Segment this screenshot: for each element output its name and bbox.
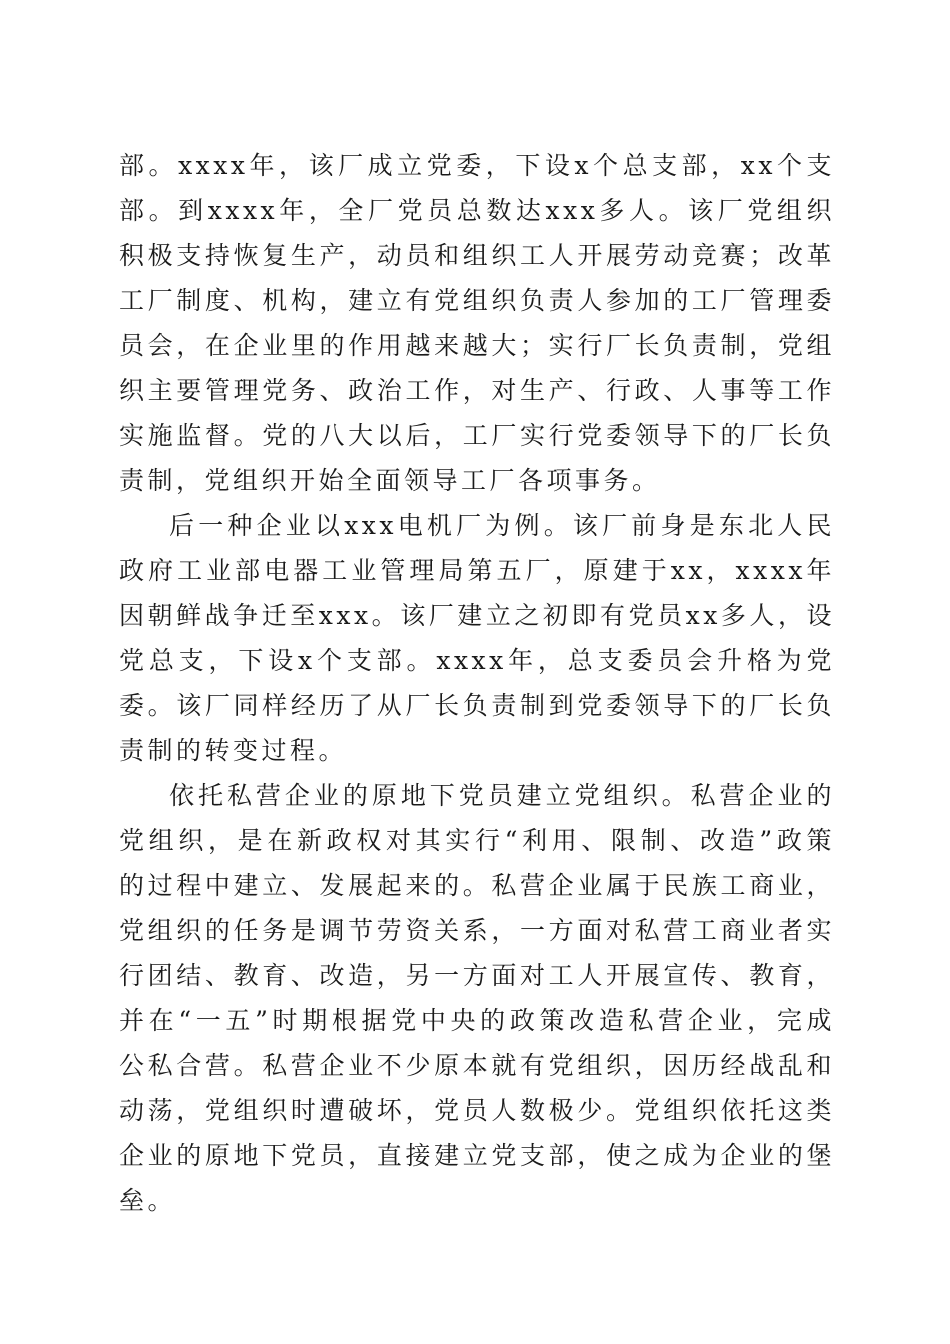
paragraph-private-enterprise: 依托私营企业的原地下党员建立党组织。私营企业的党组织，是在新政权对其实行“利用、限制、改造”政策的过程中建立、发展起来的。私营企业属于民族工商业，党组织的任务是调节劳资关系，一方面对私营工商业者实行团结、教育、改造，另一方面对工人开展宣传、教育，并在“一五”时期根据党中央的政策改造私营企业，完成公私合营。私营企业不少原本就有党组织，因历经战乱和动荡，党组织时遭破坏，党员人数极少。党组织依托这类企业的原地下党员，直接建立党支部，使之成为企业的堡垒。 — [119, 781, 835, 1215]
body-text — [119, 143, 835, 1223]
paragraph-motor-factory: 后一种企业以xxx电机厂为例。该厂前身是东北人民政府工业部电器工业管理局第五厂，原建于xx，xxxx年因朝鲜战争迁至xxx。该厂建立之初即有党员xx多人，设党总支，下设x个支部。xxxx年，总支委员会升格为党委。该厂同样经历了从厂长负责制到党委领导下的厂长负责制的转变过程。 — [119, 511, 835, 765]
paragraph-continuation: 部。xxxx年，该厂成立党委，下设x个总支部，xx个支部。到xxxx年，全厂党员总数达xxx多人。该厂党组织积极支持恢复生产，动员和组织工人开展劳动竞赛；改革工厂制度、机构，建立有党组织负责人参加的工厂管理委员会，在企业里的作用越来越大；实行厂长负责制，党组织主要管理党务、政治工作，对生产、行政、人事等工作实施监督。党的八大以后，工厂实行党委领导下的厂长负责制，党组织开始全面领导工厂各项事务。 — [119, 151, 835, 495]
